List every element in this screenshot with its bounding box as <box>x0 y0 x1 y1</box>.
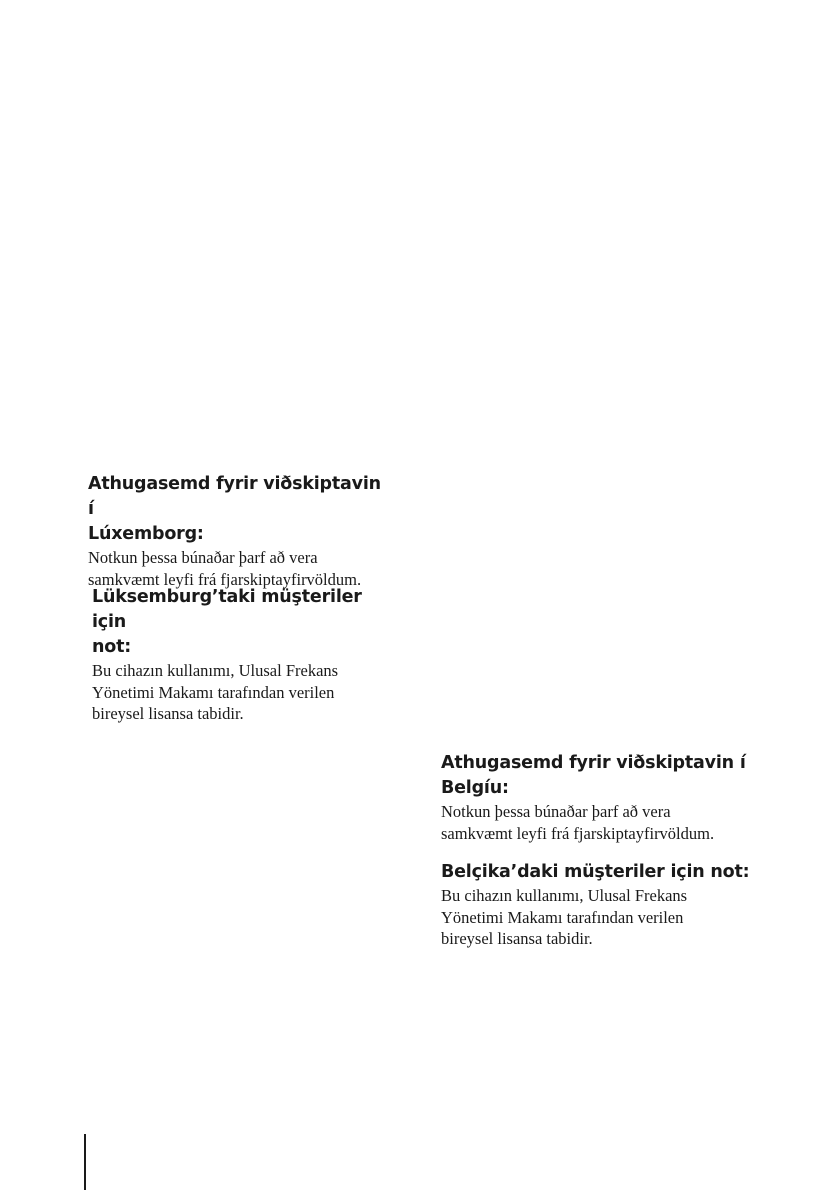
notice-body <box>88 547 388 590</box>
notice-belgium-icelandic <box>441 751 751 844</box>
body-line: bireysel lisansa tabidir. <box>92 704 244 723</box>
heading-line: Belçika’daki müşteriler için not: <box>441 862 750 882</box>
body-line: samkvæmt leyfi frá fjarskiptayfirvöldum. <box>441 823 715 843</box>
notice-body <box>92 660 388 725</box>
body-line: samkvæmt leyfi frá fjarskiptayfirvöldum. <box>88 569 362 589</box>
notice-heading <box>92 585 388 660</box>
body-line: Yönetimi Makamı tarafından verilen <box>441 907 684 927</box>
notice-heading <box>441 751 751 801</box>
notice-belgium-turkish <box>441 860 751 950</box>
notice-body <box>441 801 751 844</box>
notice-luxembourg-icelandic <box>88 472 388 590</box>
body-line: Bu cihazın kullanımı, Ulusal Frekans <box>92 661 339 680</box>
heading-line: Athugasemd fyrir viðskiptavin í <box>88 474 381 519</box>
heading-line: Belgíu: <box>441 778 509 798</box>
body-line: bireysel lisansa tabidir. <box>441 929 593 948</box>
body-line: Bu cihazın kullanımı, Ulusal Frekans <box>441 886 688 905</box>
notice-heading <box>88 472 388 547</box>
heading-line: Athugasemd fyrir viðskiptavin í <box>441 753 746 773</box>
body-line: Notkun þessa búnaðar þarf að vera <box>88 548 318 567</box>
notice-body <box>441 885 751 950</box>
notice-luxembourg-turkish <box>92 585 388 725</box>
heading-line: Lúxemborg: <box>88 524 204 544</box>
body-line: Yönetimi Makamı tarafından verilen <box>92 682 335 702</box>
heading-line: not: <box>92 637 132 657</box>
heading-line: Lüksemburg’taki müşteriler için <box>92 587 362 632</box>
notice-heading <box>441 860 751 885</box>
page-margin-bar <box>84 1134 86 1190</box>
body-line: Notkun þessa búnaðar þarf að vera <box>441 802 671 821</box>
